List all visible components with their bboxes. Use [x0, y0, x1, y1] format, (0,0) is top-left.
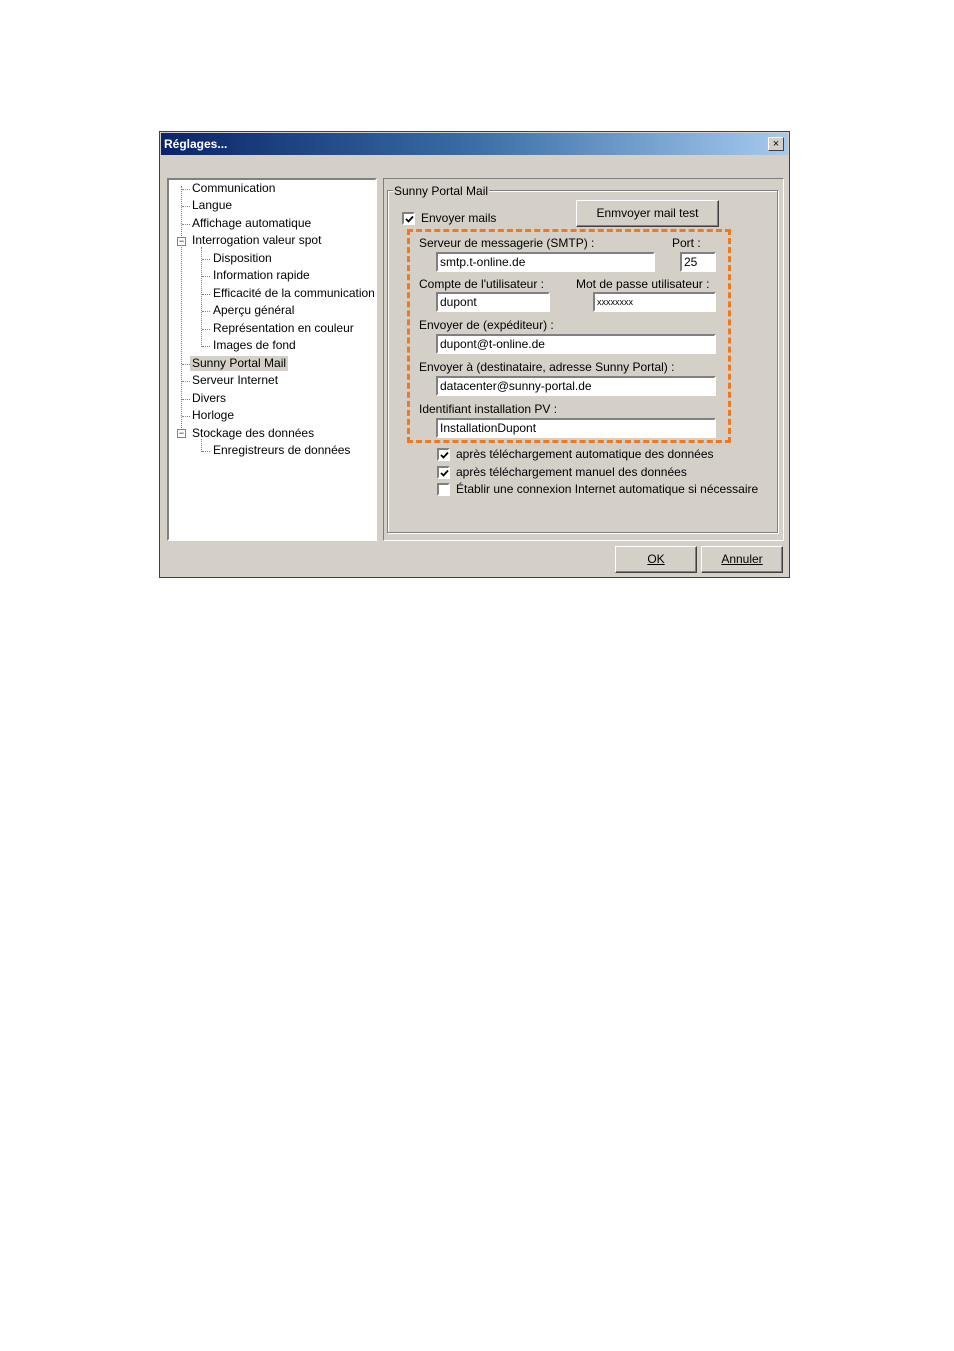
to-input[interactable]: datacenter@sunny-portal.de [436, 376, 716, 396]
tree-item-representation[interactable]: Représentation en couleur [213, 321, 354, 335]
tree-item-information-rapide[interactable]: Information rapide [213, 268, 310, 282]
tree-connector [182, 381, 190, 382]
tree-item-sunny-portal-mail[interactable]: Sunny Portal Mail [192, 356, 287, 370]
port-input[interactable]: 25 [680, 252, 716, 272]
option-manual-download-checkbox[interactable] [437, 466, 450, 479]
send-mails-label: Envoyer mails [421, 211, 497, 225]
tree-item-enregistreurs[interactable]: Enregistreurs de données [213, 443, 351, 457]
tree-connector [182, 224, 190, 225]
tree-item-affichage[interactable]: Affichage automatique [192, 216, 312, 230]
group-title: Sunny Portal Mail [394, 184, 489, 198]
tree-connector [182, 189, 190, 190]
password-input[interactable]: xxxxxxxx [593, 292, 716, 312]
tree-connector [182, 399, 190, 400]
tree-item-images-fond[interactable]: Images de fond [213, 338, 296, 352]
port-label: Port : [672, 236, 701, 250]
tree-connector [202, 311, 210, 312]
collapse-icon[interactable]: − [178, 236, 185, 246]
tree-item-serveur-internet[interactable]: Serveur Internet [192, 373, 279, 387]
tree-connector [182, 416, 190, 417]
send-test-mail-label: Enmvoyer mail test [596, 206, 699, 220]
tree-connector [202, 259, 210, 260]
option-auto-download-label: après téléchargement automatique des données [456, 447, 714, 461]
ok-button[interactable] [615, 546, 697, 573]
checkmark-icon [405, 215, 414, 224]
cancel-button[interactable] [701, 546, 783, 573]
option-manual-download-label: après téléchargement manuel des données [456, 465, 687, 479]
option-auto-download-checkbox[interactable] [437, 448, 450, 461]
dialog-title: Réglages... [164, 137, 228, 151]
checkmark-icon [440, 451, 449, 460]
tree-connector [202, 451, 210, 452]
from-input[interactable]: dupont@t-online.de [436, 334, 716, 354]
tree-connector [202, 329, 210, 330]
option-auto-connect-label: Établir une connexion Internet automatique si nécessaire [456, 482, 759, 496]
smtp-input[interactable]: smtp.t-online.de [436, 252, 655, 272]
tree-item-interrogation[interactable]: Interrogation valeur spot [192, 233, 322, 247]
tree-sub-line-1 [201, 247, 202, 347]
tree-item-disposition[interactable]: Disposition [213, 251, 272, 265]
tree-item-efficacite[interactable]: Efficacité de la communication [213, 286, 375, 300]
tree-item-horloge[interactable]: Horloge [192, 408, 235, 422]
cancel-button-label: Annuler [721, 552, 763, 566]
tree-item-stockage[interactable]: Stockage des données [192, 426, 315, 440]
close-button[interactable] [768, 137, 784, 151]
smtp-label: Serveur de messagerie (SMTP) : [419, 236, 595, 250]
tree-item-communication[interactable]: Communication [192, 181, 276, 195]
send-test-mail-button-face[interactable] [576, 200, 719, 227]
tree-item-apercu[interactable]: Aperçu général [213, 303, 295, 317]
tree-connector [202, 346, 210, 347]
tree-connector [202, 294, 210, 295]
option-auto-connect-checkbox[interactable] [437, 483, 450, 496]
tree-item-langue[interactable]: Langue [192, 198, 233, 212]
tree-connector [182, 206, 190, 207]
settings-tree[interactable] [167, 178, 377, 541]
checkmark-icon [440, 469, 449, 478]
to-label: Envoyer à (destinataire, adresse Sunny Portal) : [419, 360, 675, 374]
tree-item-divers[interactable]: Divers [192, 391, 227, 405]
from-label: Envoyer de (expéditeur) : [419, 318, 554, 332]
tree-connector [182, 364, 190, 365]
tree-connector [202, 276, 210, 277]
account-input[interactable]: dupont [436, 292, 550, 312]
pv-id-label: Identifiant installation PV : [419, 402, 558, 416]
send-mails-checkbox[interactable] [402, 212, 415, 225]
collapse-icon[interactable]: − [178, 428, 185, 438]
password-label: Mot de passe utilisateur : [576, 277, 710, 291]
title-bar[interactable] [161, 133, 788, 155]
account-label: Compte de l'utilisateur : [419, 277, 545, 291]
close-icon: × [772, 138, 780, 150]
ok-button-label: OK [647, 552, 665, 566]
pv-id-input[interactable]: InstallationDupont [436, 418, 716, 438]
